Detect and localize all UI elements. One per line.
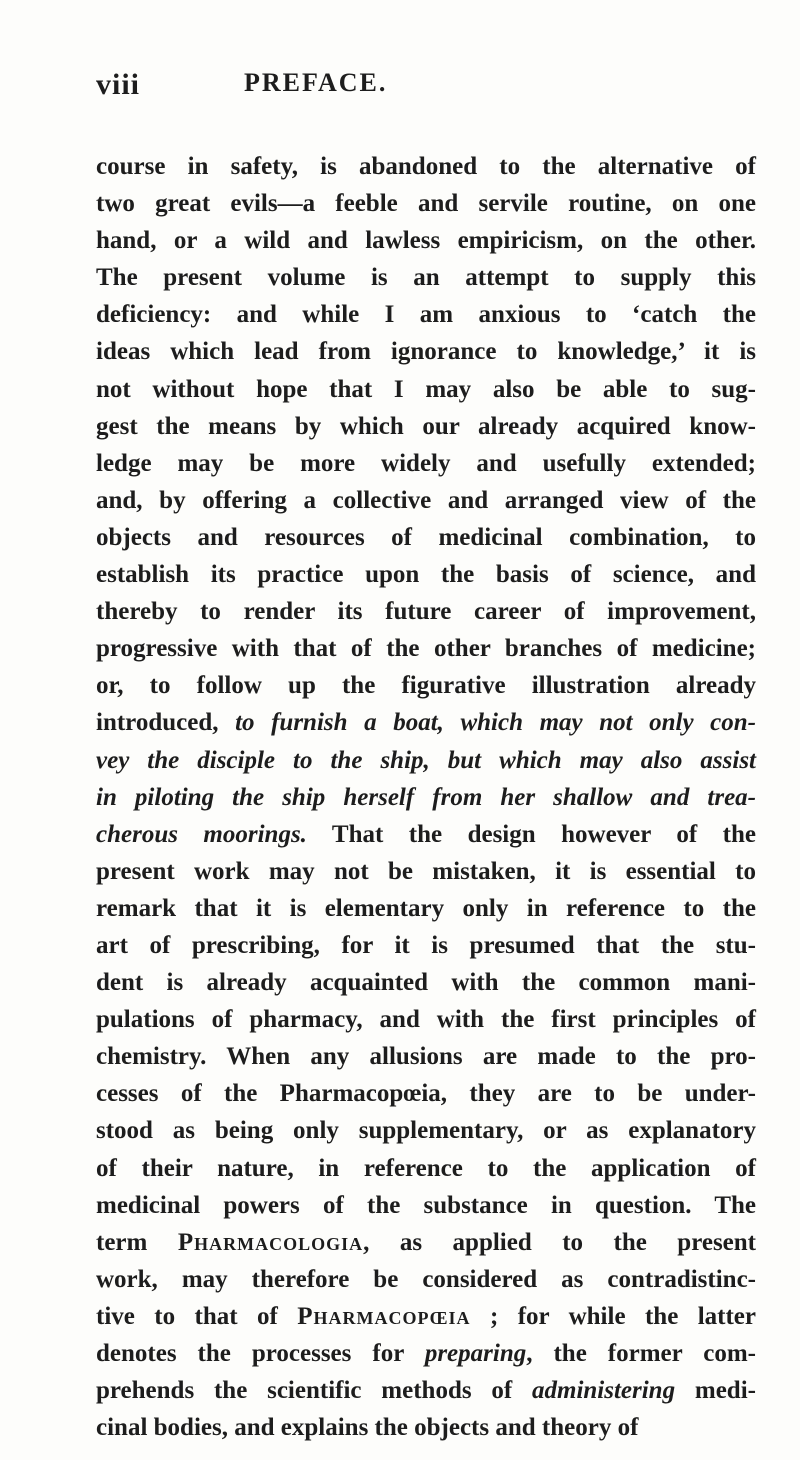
text-line	[96, 445, 756, 482]
text-line	[96, 333, 756, 370]
text-run: and, by offering a collective and arranged view of the	[96, 486, 756, 514]
text-line	[96, 1261, 756, 1298]
text-line	[96, 185, 756, 222]
text-run: objects and resources of medicinal combination, to	[96, 523, 756, 551]
text-line	[96, 630, 756, 667]
text-run: introduced,	[96, 709, 236, 737]
text-run: That the design however of the	[306, 820, 756, 848]
preface-body-text	[96, 148, 756, 1446]
italic-text: vey the disciple to the ship, but which may also assist	[96, 746, 756, 774]
text-line	[96, 1372, 756, 1409]
text-line	[96, 1298, 756, 1335]
text-line	[96, 519, 756, 556]
text-run: work, may therefore be considered as contradistinc-	[96, 1265, 756, 1293]
small-caps-text: Pharmacopœia	[297, 1302, 471, 1330]
text-run: medicinal powers of the substance in question. The	[96, 1191, 756, 1219]
text-line	[96, 296, 756, 333]
text-run: ; for while the latter	[470, 1302, 756, 1330]
text-line	[96, 1150, 756, 1187]
text-run: thereby to render its future career of improvement,	[96, 598, 756, 626]
text-run: deficiency: and while I am anxious to ‘catch the	[96, 301, 756, 329]
text-run: ideas which lead from ignorance to knowledge,’ it is	[96, 338, 756, 366]
text-line	[96, 371, 756, 408]
page-number: viii	[96, 68, 141, 101]
text-run: chemistry. When any allusions are made to the pro-	[96, 1043, 756, 1071]
text-line	[96, 408, 756, 445]
text-run: remark that it is elementary only in reference to the	[96, 894, 756, 922]
text-run: present work may not be mistaken, it is essential to	[96, 857, 756, 885]
text-run: cinal bodies, and explains the objects and theory of	[96, 1414, 639, 1442]
text-line	[96, 1335, 756, 1372]
text-line	[96, 779, 756, 816]
text-line	[96, 1038, 756, 1075]
italic-text: to furnish a boat, which may not only con-	[235, 709, 756, 737]
text-line	[96, 482, 756, 519]
text-line	[96, 964, 756, 1001]
text-run: dent is already acquainted with the common mani-	[96, 969, 756, 997]
text-line	[96, 259, 756, 296]
text-run: establish its practice upon the basis of science, and	[96, 561, 756, 589]
text-run: hand, or a wild and lawless empiricism, on the other.	[96, 227, 756, 255]
text-line	[96, 1112, 756, 1149]
text-run: The present volume is an attempt to supply this	[96, 264, 756, 292]
text-line	[96, 1075, 756, 1112]
italic-text: cherous moorings.	[96, 820, 307, 848]
small-caps-text: Pharmacologia	[177, 1228, 364, 1256]
text-line	[96, 742, 756, 779]
text-run: stood as being only supplementary, or as explanatory	[96, 1117, 756, 1145]
text-run: medi-	[675, 1377, 756, 1405]
running-title: PREFACE.	[244, 68, 388, 97]
text-run: prehends the scientific methods of	[96, 1377, 532, 1405]
italic-text: administering	[532, 1377, 676, 1405]
text-line	[96, 1187, 756, 1224]
text-run: two great evils—a feeble and servile routine, on one	[96, 190, 756, 218]
text-run: gest the means by which our already acquired know-	[96, 412, 756, 440]
italic-text: in piloting the ship herself from her shallow and trea-	[96, 783, 756, 811]
text-run: denotes the processes for	[96, 1340, 425, 1367]
text-line	[96, 853, 756, 890]
text-run: ledge may be more widely and usefully extended;	[96, 449, 756, 477]
text-line	[96, 1001, 756, 1038]
text-run: art of prescribing, for it is presumed that the stu-	[96, 931, 756, 959]
running-head	[96, 68, 704, 102]
text-line	[96, 816, 756, 853]
text-run: of their nature, in reference to the application of	[96, 1154, 756, 1182]
text-line	[96, 890, 756, 927]
text-run: tive to that of	[96, 1302, 298, 1330]
text-run: , as applied to the present	[363, 1228, 757, 1256]
text-run: not without hope that I may also be able to sug-	[96, 375, 756, 403]
text-line	[96, 556, 756, 593]
text-line	[96, 593, 756, 630]
italic-text: preparing	[424, 1340, 527, 1367]
text-line	[96, 1409, 756, 1446]
text-line	[96, 927, 756, 964]
text-line	[96, 222, 756, 259]
text-line	[96, 667, 756, 704]
text-run: cesses of the Pharmacopœia, they are to be under-	[96, 1080, 756, 1108]
text-run: progressive with that of the other branches of medicine;	[96, 635, 756, 663]
text-run: or, to follow up the figurative illustration already	[96, 672, 756, 700]
text-run: term	[96, 1228, 178, 1256]
text-run: , the former com-	[526, 1340, 757, 1367]
text-line	[96, 1224, 756, 1261]
text-line	[96, 704, 756, 741]
text-run: course in safety, is abandoned to the alternative of	[96, 153, 756, 180]
text-run: pulations of pharmacy, and with the first principles of	[96, 1006, 756, 1034]
text-line	[96, 148, 756, 185]
